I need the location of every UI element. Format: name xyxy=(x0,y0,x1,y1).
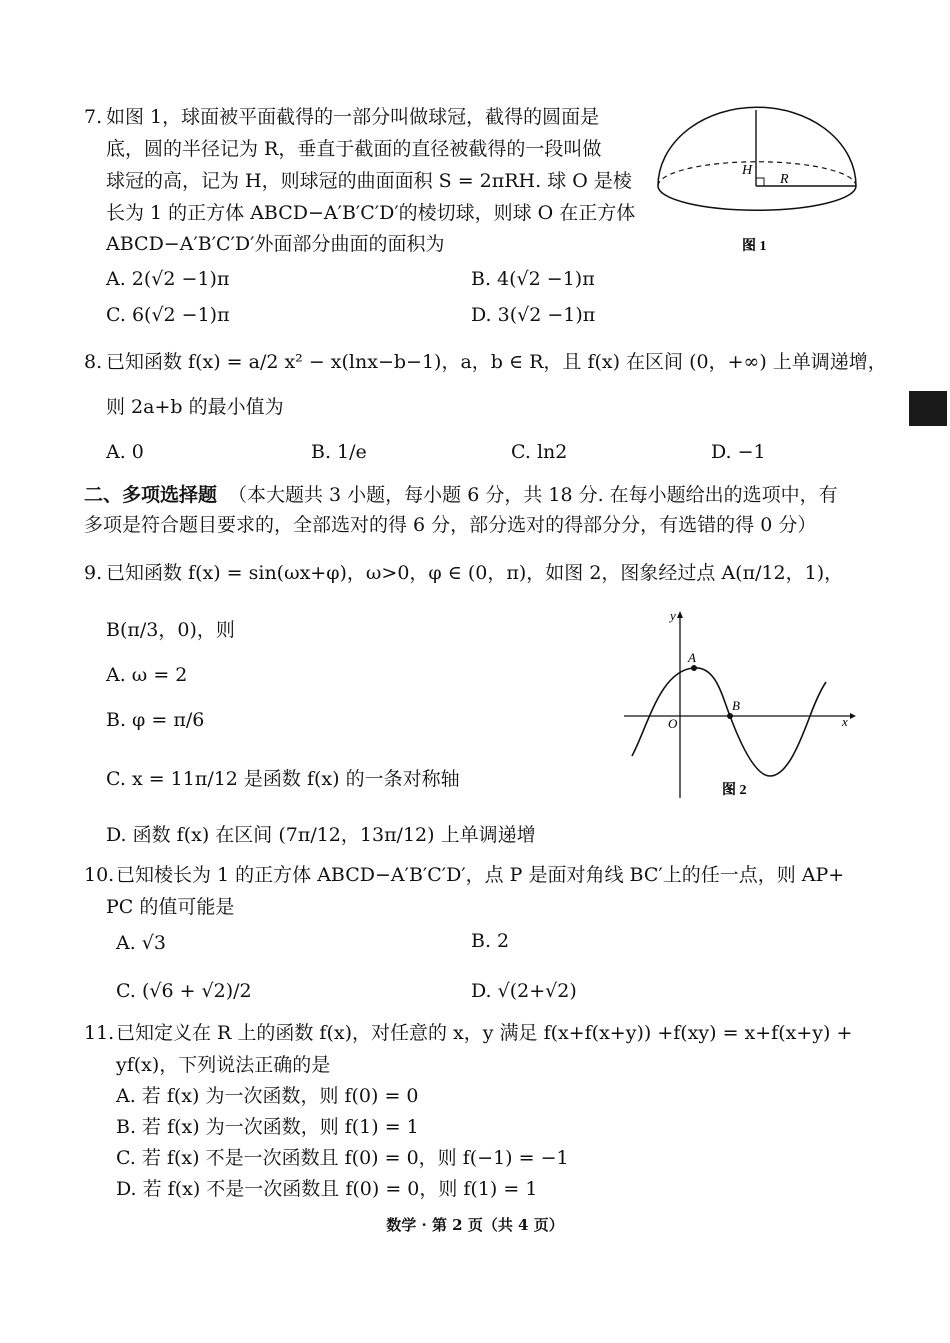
fig2-label-o: O xyxy=(668,716,678,731)
q8-number: 8. xyxy=(84,351,103,373)
q11-text-line1: 已知定义在 R 上的函数 f(x)，对任意的 x，y 满足 f(x+f(x+y)) +f(xy) = x+f(x+y) + xyxy=(116,1022,853,1044)
figure-1-spherical-cap xyxy=(652,98,862,263)
q7-text-line5: ABCD−A′B′C′D′外面部分曲面的面积为 xyxy=(106,233,445,255)
q10-text-line1: 已知棱长为 1 的正方体 ABCD−A′B′C′D′，点 P 是面对角线 BC′上的任一点，则 AP+ xyxy=(116,864,845,886)
fig1-caption: 图 1 xyxy=(742,239,767,254)
q9-option-b: B. φ = π/6 xyxy=(106,709,205,731)
q8-option-c: C. ln2 xyxy=(511,441,568,463)
q10-text-line2: PC 的值可能是 xyxy=(106,896,235,918)
q7-option-d: D. 3(√2 −1)π xyxy=(471,304,596,326)
q7-option-c: C. 6(√2 −1)π xyxy=(106,304,230,326)
q8-option-b: B. 1/e xyxy=(311,441,367,463)
q9-text-line2: B(π/3，0)，则 xyxy=(106,619,235,641)
sine-curve xyxy=(632,668,826,776)
point-b xyxy=(727,713,733,719)
fig1-label-h: H xyxy=(742,163,753,178)
page-edge-marker xyxy=(909,391,947,426)
q7-text-line3: 球冠的高，记为 H，则球冠的曲面面积 S = 2πRH. 球 O 是棱 xyxy=(106,170,632,192)
q7-option-b: B. 4(√2 −1)π xyxy=(471,268,595,290)
q7-text-line1: 如图 1，球面被平面截得的一部分叫做球冠，截得的圆面是 xyxy=(106,106,600,128)
fig1-label-r: R xyxy=(780,172,789,187)
section-2-instructions-line2: 多项是符合题目要求的，全部选对的得 6 分，部分选对的得部分分，有选错的得 0 分） xyxy=(84,514,817,536)
q9-number: 9. xyxy=(84,562,103,584)
q9-option-d: D. 函数 f(x) 在区间 (7π/12，13π/12) 上单调递增 xyxy=(106,824,536,846)
q11-option-c: C. 若 f(x) 不是一次函数且 f(0) = 0，则 f(−1) = −1 xyxy=(116,1147,569,1169)
q10-option-b: B. 2 xyxy=(471,930,510,952)
q11-option-d: D. 若 f(x) 不是一次函数且 f(0) = 0，则 f(1) = 1 xyxy=(116,1178,538,1200)
q11-number: 11. xyxy=(84,1022,115,1044)
q8-text-line1: 已知函数 f(x) = a/2 x² − x(lnx−b−1)，a，b ∈ R，且 f(x) 在区间 (0，+∞) 上单调递增， xyxy=(106,351,887,373)
q10-number: 10. xyxy=(84,864,115,886)
q8-option-a: A. 0 xyxy=(106,441,144,463)
q7-number: 7. xyxy=(84,106,103,128)
fig2-label-y: y xyxy=(670,608,676,623)
q7-text-line2: 底，圆的半径记为 R，垂直于截面的直径被截得的一段叫做 xyxy=(106,138,602,160)
q10-option-a: A. √3 xyxy=(116,932,166,954)
q8-text-line2: 则 2a+b 的最小值为 xyxy=(106,396,284,418)
q8-option-d: D. −1 xyxy=(711,441,766,463)
q7-text-line4: 长为 1 的正方体 ABCD−A′B′C′D′的棱切球，则球 O 在正方体 xyxy=(106,202,636,224)
q7-option-a: A. 2(√2 −1)π xyxy=(106,268,230,290)
fig2-label-x: x xyxy=(842,714,848,729)
fig2-label-a: A xyxy=(688,650,696,665)
q9-option-c: C. x = 11π/12 是函数 f(x) 的一条对称轴 xyxy=(106,768,460,790)
page-footer: 数学 · 第 2 页（共 4 页） xyxy=(386,1216,564,1234)
q10-option-c: C. (√6 + √2)/2 xyxy=(116,980,252,1002)
section-2-instructions-line1: （本大题共 3 小题，每小题 6 分，共 18 分. 在每小题给出的选项中，有 xyxy=(228,484,838,506)
point-a xyxy=(691,665,697,671)
figure-2-sine-graph xyxy=(618,608,858,808)
q9-text-line1: 已知函数 f(x) = sin(ωx+φ)，ω>0，φ ∈ (0，π)，如图 2，图象经过点 A(π/12，1)， xyxy=(106,562,844,584)
q10-option-d: D. √(2+√2) xyxy=(471,980,577,1002)
q11-option-b: B. 若 f(x) 为一次函数，则 f(1) = 1 xyxy=(116,1116,419,1138)
fig2-caption: 图 2 xyxy=(722,783,747,798)
fig2-label-b: B xyxy=(732,698,740,713)
q9-option-a: A. ω = 2 xyxy=(106,664,188,686)
q11-text-line2: yf(x)，下列说法正确的是 xyxy=(116,1054,331,1076)
section-2-title: 二、多项选择题 xyxy=(84,484,218,506)
q11-option-a: A. 若 f(x) 为一次函数，则 f(0) = 0 xyxy=(116,1085,419,1107)
